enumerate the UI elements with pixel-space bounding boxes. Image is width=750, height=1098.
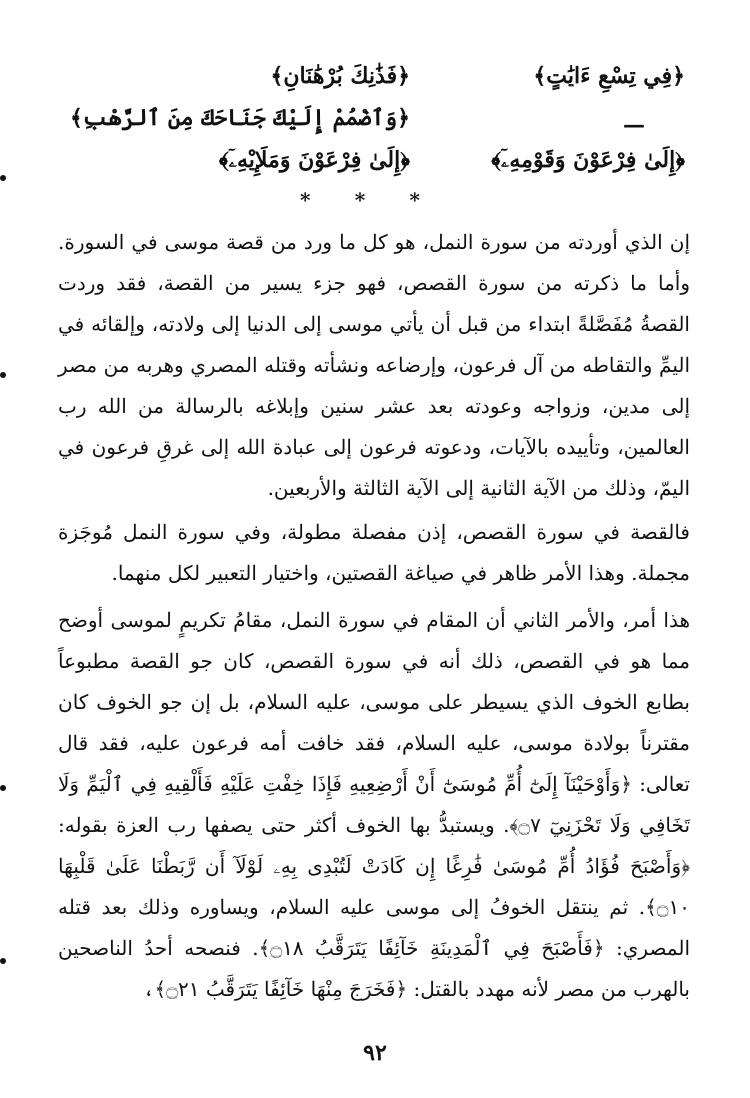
- paragraph-2: فالقصة في سورة القصص، إذن مفصلة مطولة، وفي سورة النمل مُوجَزة مجملة. وهذا الأمر ظاهر في صياغة القصتين، واختيار التعبير لكل منهما.: [58, 520, 690, 585]
- separator-star: *: [409, 188, 420, 212]
- scan-mark: [0, 958, 6, 964]
- scan-mark: [0, 372, 6, 378]
- paragraph-3: هذا أمر، والأمر الثاني أن المقام في سورة النمل، مقامُ تكريمٍ لموسى أوضح مما هو في القصص، ذلك أنه في سورة القصص، كان جو القصة مطبوعاً بطابع الخوف الذي يسيطر على موسى، عليه السلام، بل إن جو الخوف كان مقترناً بولادة موسى، عليه السلام، فقد خافت أمه فرعون عليه، فقد قال تعالى: ﴿وَأَوْحَيْنَآ إِلَىٰٓ أُمِّ مُوسَىٰٓ أَنْ أَرْضِعِيهِ فَإِذَا خِفْتِ عَلَيْهِ فَأَلْقِيهِ فِي ٱلْيَمِّ وَلَا تَخَافِي وَلَا تَحْزَنِيٓ ۝٧﴾. ويستبدُّ بها الخوف أكثر حتى يصفها رب العزة بقوله: ﴿وَأَصْبَحَ فُؤَادُ أُمِّ مُوسَىٰ فَٰرِغًا إِن كَادَتْ لَتُبْدِى بِهِۦ لَوْلَآ أَن رَّبَطْنَا عَلَىٰ قَلْبِهَا ۝١٠﴾. ثم ينتقل الخوفُ إلى موسى عليه السلام، ويساوره وذلك بعد قتله المصري: ﴿فَأَصْبَحَ فِي ٱلْمَدِينَةِ خَآئِفًا يَتَرَقَّبُ ۝١٨﴾. فنصحه أحدُ الناصحين بالهرب من مصر لأنه مهدد بالقتل: ﴿فَخَرَجَ مِنْهَا خَآئِفًا يَتَرَقَّبُ ۝٢١﴾،: [58, 608, 691, 1001]
- separator-star: *: [300, 188, 311, 212]
- verse-right-1: ﴿فِي تِسْعِ ءَايَٰتٍ﴾: [533, 63, 685, 89]
- page-number: ٩٢: [363, 1040, 387, 1066]
- paragraph-1: إن الذي أوردته من سورة النمل، هو كل ما ورد من قصة موسى في السورة. وأما ما ذكرته من سورة القصص، فهو جزء يسير من القصة، فقد وردت القصةُ مُفَصَّلةً ابتداء من قبل أن يأتي موسى إلى الدنيا إلى ولادته، وإلقائه في اليمِّ والتقاطه من آل فرعون، وإرضاعه ونشأته وقتله المصري وهربه من مصر إلى مدين، وزواجه وعودته بعد عشر سنين وإبلاغه بالرسالة من الله رب العالمين، وتأييده بالآيات، ودعوته فرعون إلى عبادة الله إلى غرقِ فرعون في اليمّ، وذلك من الآية الثانية إلى الآية الثالثة والأربعين.: [58, 230, 690, 500]
- verse-left-1: ﴿فَذَٰنِكَ بُرْهَٰنَانِ﴾: [270, 63, 410, 89]
- section-separator: [300, 188, 420, 212]
- verse-right-3: ﴿إِلَىٰ فِرْعَوْنَ وَقَوْمِهِۦٓ﴾: [491, 147, 685, 173]
- verse-left-2: ﴿وَٱضْمُمْ إِلَيْكَ جَنَاحَكَ مِنَ ٱلرَّهْبِ﴾: [69, 105, 410, 131]
- verse-left-3: ﴿إِلَىٰ فِرْعَوْنَ وَمَلَإِيْهِۦٓ﴾: [218, 147, 410, 173]
- verse-right-dash: —: [623, 112, 645, 138]
- separator-star: *: [354, 188, 366, 212]
- scan-mark: [0, 785, 6, 791]
- scan-mark: [0, 175, 6, 181]
